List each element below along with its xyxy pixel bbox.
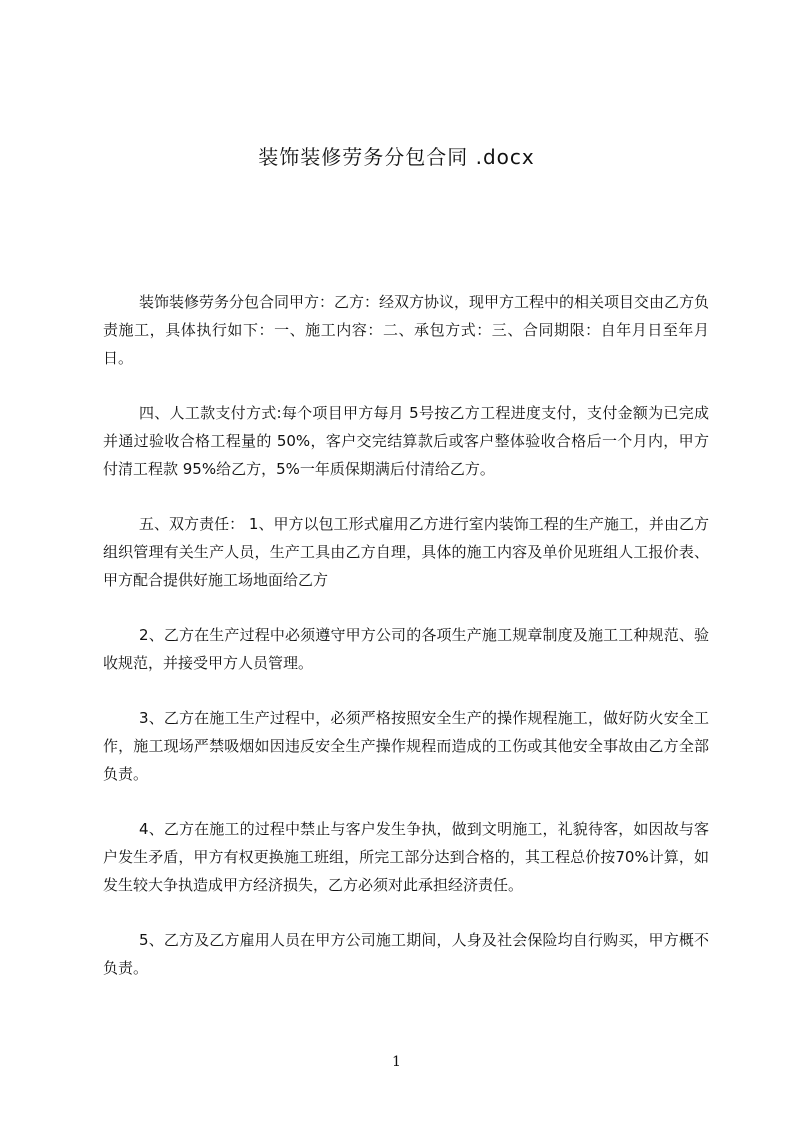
paragraph-clause-3: 3、乙方在施工生产过程中，必须严格按照安全生产的操作规程施工，做好防火安全工作，施工现场严禁吸烟如因违反安全生产操作规程而造成的工伤或其他安全事故由乙方全部负责。 bbox=[103, 709, 709, 783]
paragraph-clause-5: 5、乙方及乙方雇用人员在甲方公司施工期间，人身及社会保险均自行购买，甲方概不负责。 bbox=[103, 931, 709, 977]
paragraph-payment: 四、人工款支付方式:每个项目甲方每月 5号按乙方工程进度支付，支付金额为已完成并通过验收合格工程量的 50%，客户交完结算款后或客户整体验收合格后一个月内，甲方付清工程款 95%给乙方，5%一年质保期满后付清给乙方。 bbox=[103, 404, 709, 478]
document-title: 装饰装修劳务分包合同 .docx bbox=[258, 145, 535, 169]
paragraph-responsibilities: 五、双方责任： 1、甲方以包工形式雇用乙方进行室内装饰工程的生产施工，并由乙方组织管理有关生产人员，生产工具由乙方自理，具体的施工内容及单价见班组人工报价表、甲方配合提供好施工场地面给乙方 bbox=[103, 515, 709, 589]
page-number: 1 bbox=[392, 1054, 401, 1070]
paragraph-clause-2: 2、乙方在生产过程中必须遵守甲方公司的各项生产施工规章制度及施工工种规范、验收规范，并接受甲方人员管理。 bbox=[103, 626, 709, 672]
document-body bbox=[103, 288, 709, 1009]
paragraph-intro: 装饰装修劳务分包合同甲方：乙方：经双方协议，现甲方工程中的相关项目交由乙方负责施工，具体执行如下：一、施工内容：二、承包方式：三、合同期限：自年月日至年月日。 bbox=[103, 293, 710, 367]
paragraph-clause-4: 4、乙方在施工的过程中禁止与客户发生争执，做到文明施工，礼貌待客，如因故与客户发生矛盾，甲方有权更换施工班组，所完工部分达到合格的，其工程总价按70%计算，如发生较大争执造成甲方经济损失，乙方必须对此承担经济责任。 bbox=[103, 820, 709, 894]
